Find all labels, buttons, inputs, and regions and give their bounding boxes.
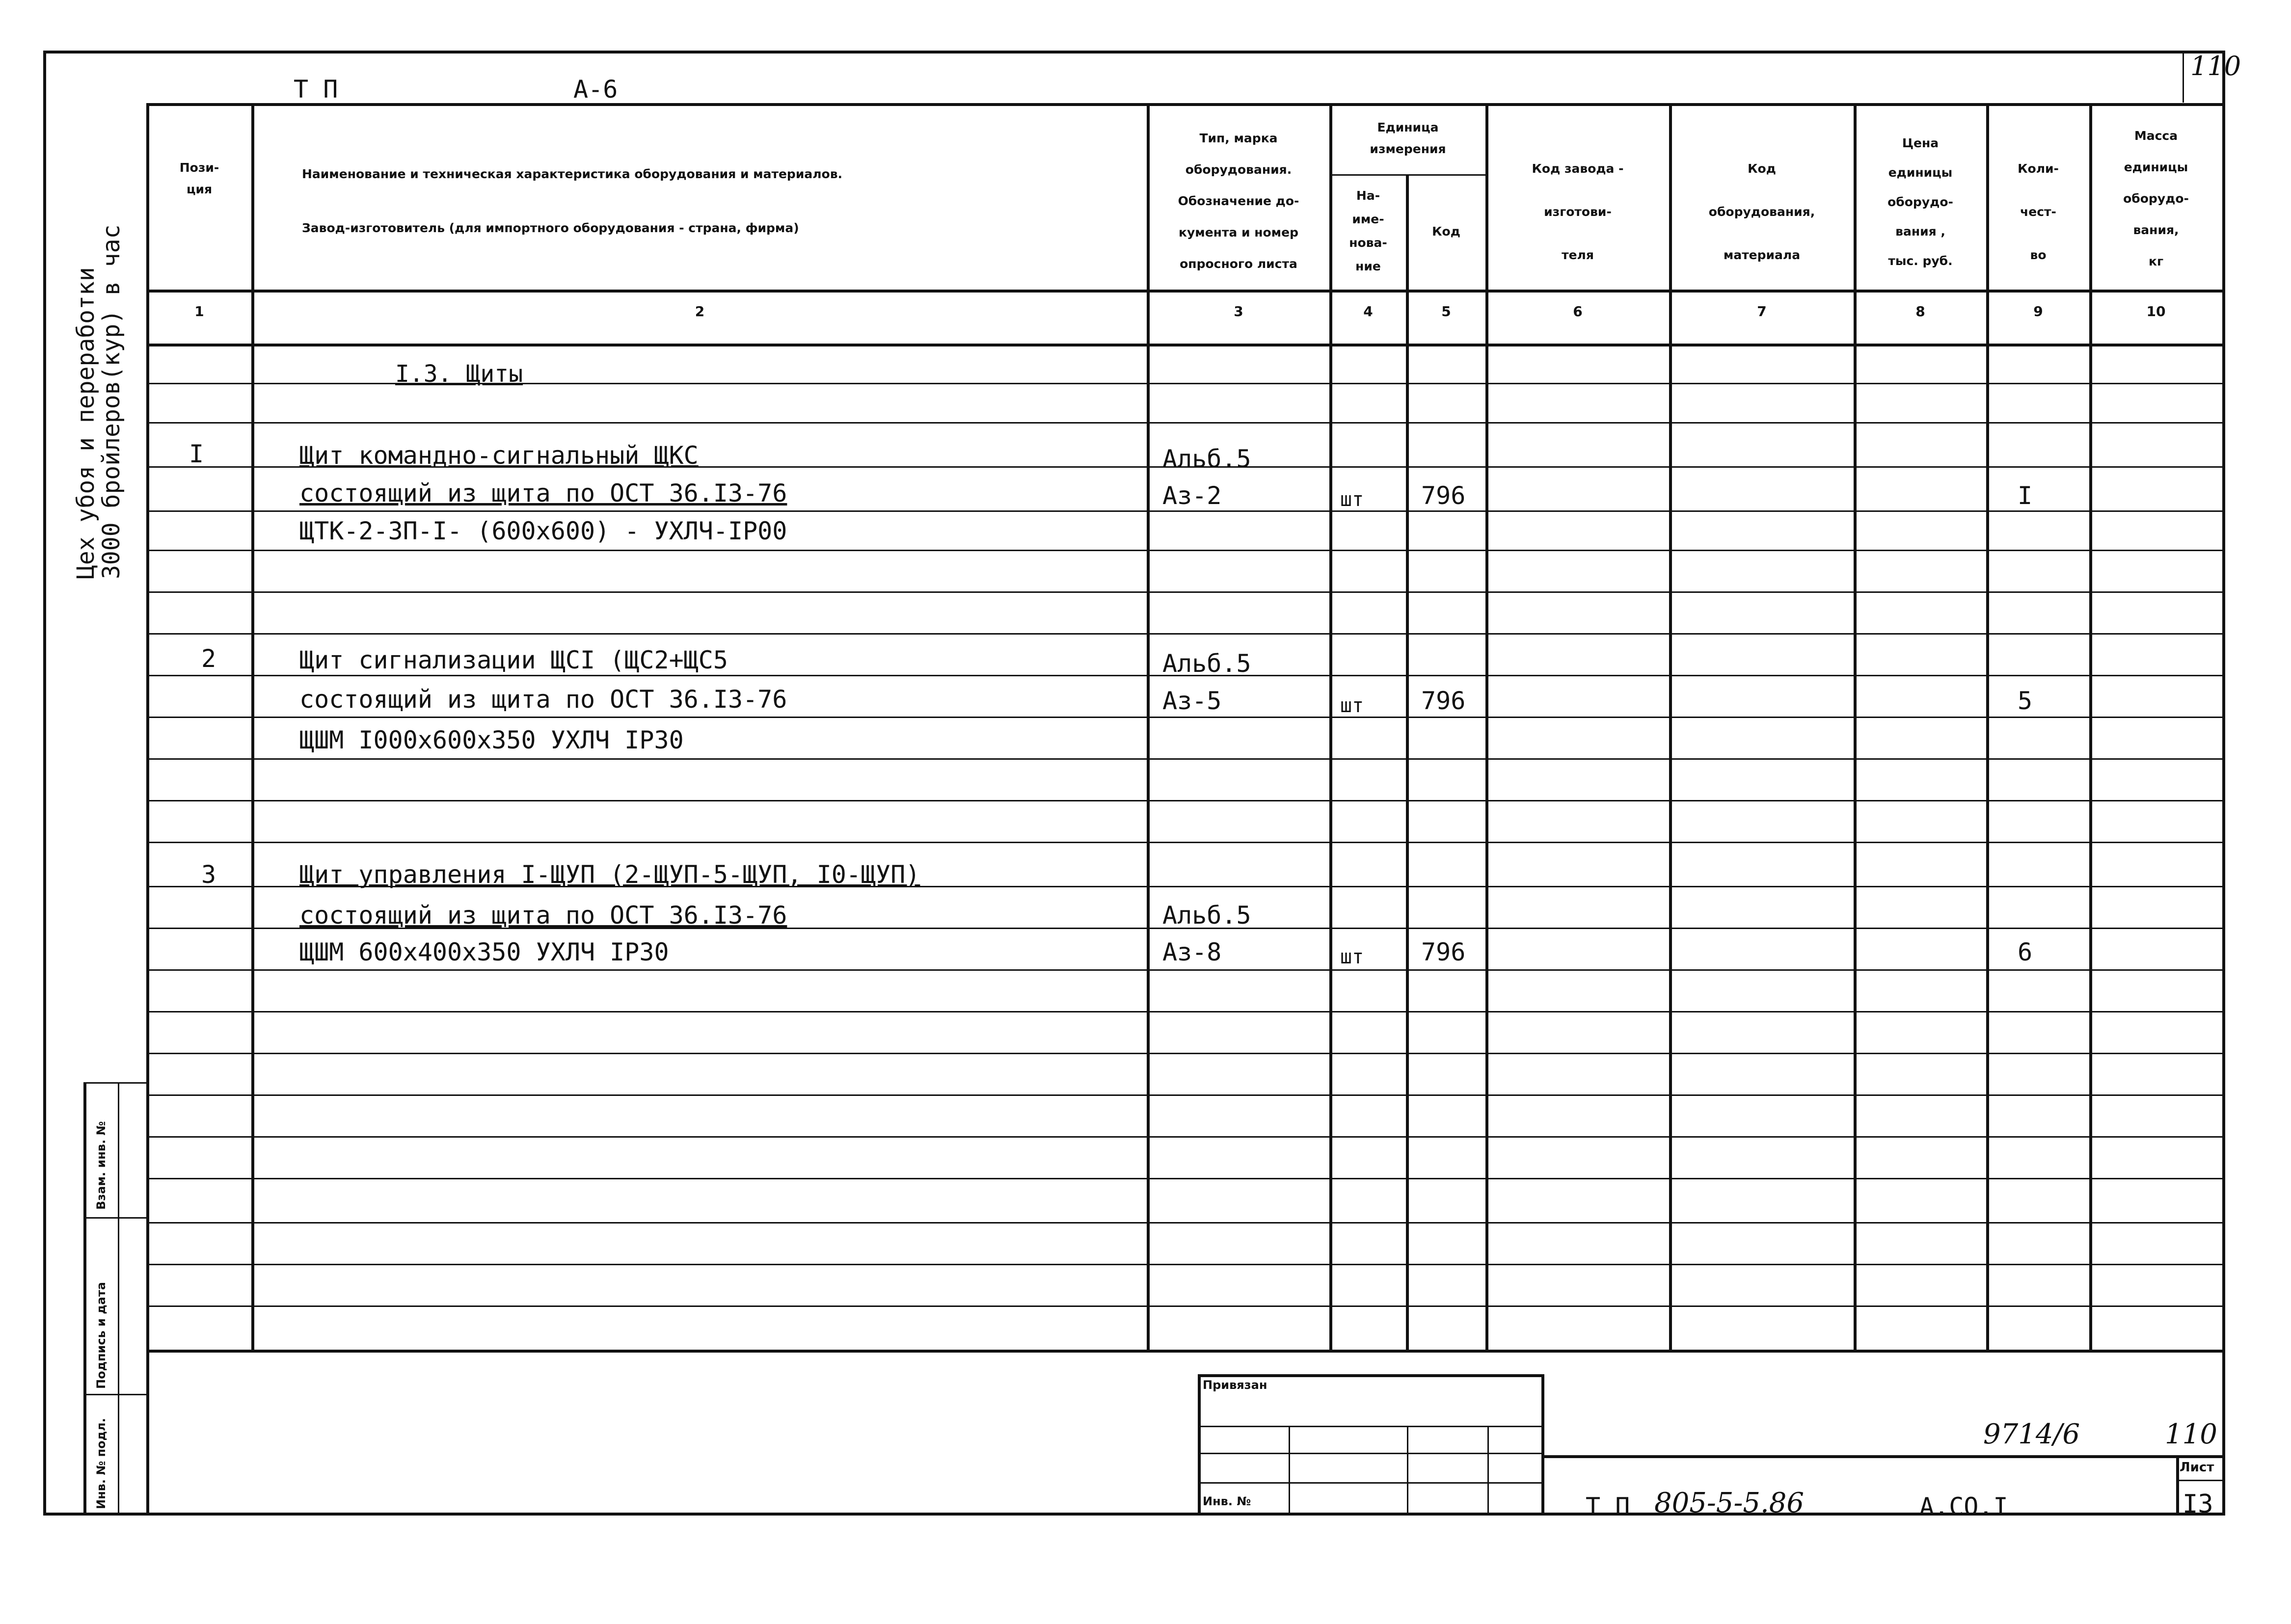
item-type: Альб.5 (1162, 445, 1251, 473)
header-unit-name: На- име- нова- ние (1349, 188, 1387, 273)
stamp-inv-podl: Инв. № подл. (94, 1418, 108, 1509)
column-number: 8 (1915, 303, 1925, 319)
corner-sheet-number: 110 (2190, 51, 2241, 81)
item-type: Альб.5 (1162, 649, 1251, 678)
item-unit-code: 796 (1421, 481, 1466, 510)
item-type: Аз-2 (1162, 481, 1222, 510)
item-line: состоящий из щита по ОСТ 36.I3-76 (299, 685, 787, 714)
side-title-line2: 3000 бройлеров(кур) в час (98, 224, 125, 579)
item-line: ЩТК-2-3П-I- (600х600) - УХЛЧ-IР00 (299, 517, 787, 545)
item-unit: шт (1340, 946, 1364, 968)
header-type: Тип, марка оборудования. Обозначение до- кумента и номер опросного листа (1178, 131, 1299, 271)
item-position: I (189, 440, 204, 468)
item-type: Альб.5 (1162, 901, 1251, 930)
sheet-label: Лист (2180, 1460, 2214, 1475)
header-unit-code: Код (1432, 224, 1460, 239)
privyazan-label: Привязан (1203, 1378, 1267, 1392)
item-position: 2 (201, 644, 216, 673)
document-code: А.СО.I (1919, 1492, 2008, 1521)
header-quantity: Коли- чест- во (2018, 161, 2059, 262)
item-quantity: 5 (2018, 687, 2033, 715)
header-price: Цена единицы оборудо- вания , тыс. руб. (1887, 136, 1953, 268)
header-factory-code: Код завода - изготови- теля (1532, 161, 1624, 262)
column-number: 9 (2033, 303, 2043, 319)
section-title: I.3. Щиты (395, 360, 523, 388)
stamp-podpis: Подпись и дата (94, 1282, 108, 1389)
sheet-number: I3 (2183, 1490, 2213, 1519)
header-mass: Масса единицы оборудо- вания, кг (2123, 129, 2189, 268)
item-line: ЩШМ 600х400х350 УХЛЧ IР30 (299, 938, 669, 966)
header-position: Пози- ция (179, 160, 219, 196)
item-line: состоящий из щита по ОСТ 36.I3-76 (299, 901, 787, 930)
item-unit-code: 796 (1421, 938, 1466, 966)
header-unit-group: Единица измерения (1370, 120, 1446, 156)
column-number: 6 (1573, 303, 1583, 319)
inv-no-label: Инв. № (1203, 1494, 1251, 1508)
column-number: 2 (695, 303, 705, 319)
column-number: 7 (1757, 303, 1767, 319)
item-line: Щит сигнализации ЩСI (ЩС2+ЩС5 (299, 646, 728, 674)
album-label: А-6 (573, 75, 618, 104)
item-quantity: 6 (2018, 938, 2033, 966)
column-number: 3 (1234, 303, 1243, 319)
column-number: 1 (194, 303, 204, 319)
header-name: Наименование и техническая характеристика оборудования и материалов. Завод-изготовитель (для импортного оборудования - страна, фирма) (302, 167, 843, 235)
item-line: ЩШМ I000х600х350 УХЛЧ IР30 (299, 726, 684, 754)
item-line: Щит командно-сигнальный ЩКС (299, 441, 699, 470)
handwritten-page: 110 (2165, 1418, 2217, 1450)
column-number: 4 (1363, 303, 1373, 319)
column-number: 5 (1441, 303, 1451, 319)
handwritten-reference: 9714/6 (1983, 1418, 2080, 1450)
side-title-line1: Цех убоя и переработки (72, 267, 100, 579)
item-line: Щит управления I-ЩУП (2-ЩУП-5-ЩУП, I0-ЩУП) (299, 860, 920, 889)
item-position: 3 (201, 860, 216, 889)
item-type: Аз-5 (1162, 687, 1222, 715)
tp-label: Т П (294, 75, 338, 104)
item-unit-code: 796 (1421, 687, 1466, 715)
column-number: 10 (2146, 303, 2166, 319)
item-quantity: I (2018, 481, 2033, 510)
item-type: Аз-8 (1162, 938, 1222, 966)
item-unit: шт (1340, 694, 1364, 717)
item-line: состоящий из щита по ОСТ 36.I3-76 (299, 479, 787, 507)
designation-number: 805-5-5.86 (1654, 1487, 1805, 1519)
designation-prefix: Т П (1586, 1492, 1630, 1521)
header-equipment-code: Код оборудования, материала (1708, 161, 1815, 262)
stamp-vzam-inv: Взам. инв. № (94, 1121, 108, 1210)
item-unit: шт (1340, 488, 1364, 511)
